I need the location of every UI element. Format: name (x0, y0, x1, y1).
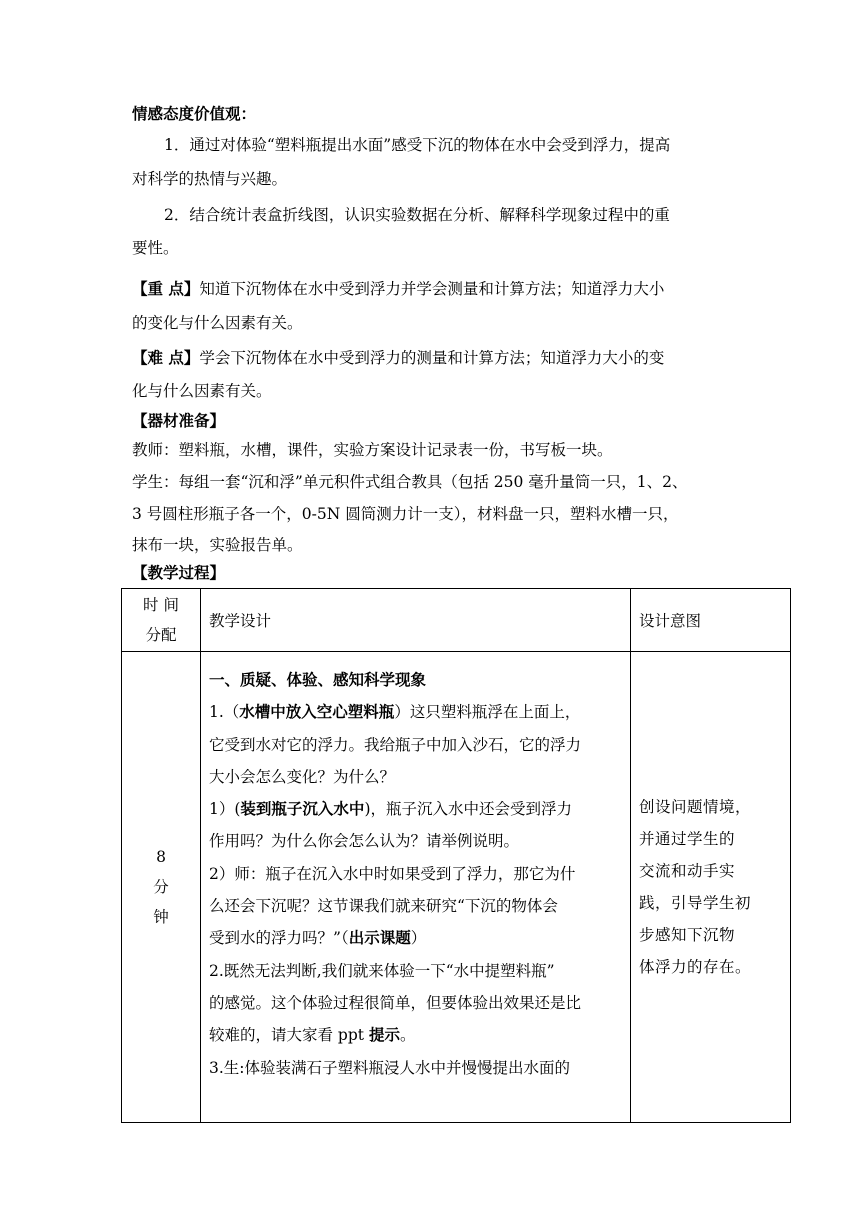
header-time-line2: 分配 (145, 626, 177, 644)
design-p1-line3: 大小会怎么变化？为什么？ (209, 767, 396, 786)
difficulties-line1 (132, 347, 664, 369)
lesson-table (121, 588, 791, 1123)
attitude-item2-line2: 要性。 (132, 239, 179, 257)
time-unit-2: 钟 (153, 908, 169, 926)
p1-bold: 水槽中放入空心塑料瓶 (239, 702, 395, 722)
section-title: 一、质疑、体验、感知科学现象 (209, 670, 427, 689)
p4-suffix: 。 (399, 1026, 416, 1045)
p3-bold: 出示课题 (348, 928, 411, 948)
p2-bold: 装到瓶子沉入水中 (240, 799, 365, 819)
process-heading: 【教学过程】 (132, 563, 226, 582)
header-time-cell (122, 589, 201, 652)
p3-suffix: ） (410, 929, 427, 948)
design-p3-line3 (209, 922, 622, 954)
p2-prefix: 1）( (209, 800, 241, 819)
attitude-heading: 情感态度价值观： (132, 104, 257, 123)
materials-student-line3: 抹布一块，实验报告单。 (132, 536, 303, 554)
attitude-item1-line2: 对科学的热情与兴趣。 (132, 170, 288, 188)
attitude-item1-line1: 1．通过对体验“塑料瓶提出水面”感受下沉的物体在水中会受到浮力，提高 (164, 136, 671, 154)
intent-line5: 步感知下沉物 (639, 926, 736, 944)
p3-prefix: 受到水的浮力吗？”（ (209, 929, 349, 948)
header-intent-cell (631, 589, 791, 652)
p2-rest: )，瓶子沉入水中还会受到浮力 (364, 800, 572, 819)
intent-line3: 交流和动手实 (639, 862, 736, 880)
materials-teacher: 教师：塑料瓶，水槽，课件，实验方案设计记录表一份，书写板一块。 (132, 441, 613, 459)
table-header-row (122, 589, 791, 652)
table-row (122, 652, 791, 1123)
key-points-text: 知道下沉物体在水中受到浮力并学会测量和计算方法；知道浮力大小 (199, 280, 665, 298)
materials-student-line1: 学生：每组一套“沉和浮”单元积件式组合教具（包括 250 毫升量筒一只，1、2、 (132, 473, 688, 491)
intent-line2: 并通过学生的 (639, 830, 736, 848)
design-p5-line1: 3.生:体验装满石子塑料瓶浸人水中并慢慢提出水面的 (209, 1058, 571, 1077)
intent-line1: 创设问题情境， (639, 798, 752, 816)
intent-line6: 体浮力的存在。 (639, 958, 752, 976)
header-design-cell (201, 589, 631, 652)
design-p3-line1: 2）师：瓶子在沉入水中时如果受到了浮力，那它为什 (209, 864, 576, 883)
design-p4-line1: 2.既然无法判断,我们就来体验一下“水中提塑料瓶” (209, 961, 555, 980)
design-cell (201, 652, 631, 1123)
header-intent-label: 设计意图 (639, 612, 702, 630)
design-p2-line2: 作用吗？为什么你会怎么认为？请举例说明。 (209, 832, 520, 851)
key-points-line2: 的变化与什么因素有关。 (132, 314, 303, 332)
design-p1-line2: 它受到水对它的浮力。我给瓶子中加入沙石，它的浮力 (209, 735, 582, 754)
header-time-line1: 时 间 (143, 596, 179, 614)
time-number: 8 (156, 848, 166, 866)
intent-line4: 践，引导学生初 (639, 894, 752, 912)
key-points-label: 【重 点】 (132, 279, 200, 298)
design-p4-line3 (209, 1019, 622, 1051)
key-points-line1 (132, 278, 664, 300)
header-design-label: 教学设计 (209, 612, 272, 630)
design-p1-line1 (209, 696, 622, 728)
time-cell (122, 652, 201, 1123)
design-p4-line2: 的感觉。这个体验过程很简单，但要体验出效果还是比 (209, 993, 582, 1012)
p1-rest: ）这只塑料瓶浮在上面上， (394, 703, 581, 722)
materials-heading: 【器材准备】 (132, 411, 226, 430)
attitude-item2-line1: 2．结合统计表盒折线图，认识实验数据在分析、解释科学现象过程中的重 (164, 206, 670, 224)
p4-prefix: 较难的，请大家看 ppt (209, 1026, 369, 1045)
p4-bold: 提示 (368, 1025, 400, 1045)
design-p3-line2: 么还会下沉呢？这节课我们就来研究“下沉的物体会 (209, 897, 558, 916)
difficulties-line2: 化与什么因素有关。 (132, 382, 272, 400)
design-p2-line1 (209, 793, 622, 825)
intent-cell (631, 652, 791, 1123)
difficulties-label: 【难 点】 (132, 348, 200, 367)
difficulties-text: 学会下沉物体在水中受到浮力的测量和计算方法；知道浮力大小的变 (199, 349, 665, 367)
materials-student-line2: 3 号圆柱形瓶子各一个，0-5N 圆筒测力计一支），材料盘一只，塑料水槽一只， (132, 505, 679, 523)
p1-prefix: 1.（ (209, 703, 240, 722)
time-unit-1: 分 (153, 878, 169, 896)
